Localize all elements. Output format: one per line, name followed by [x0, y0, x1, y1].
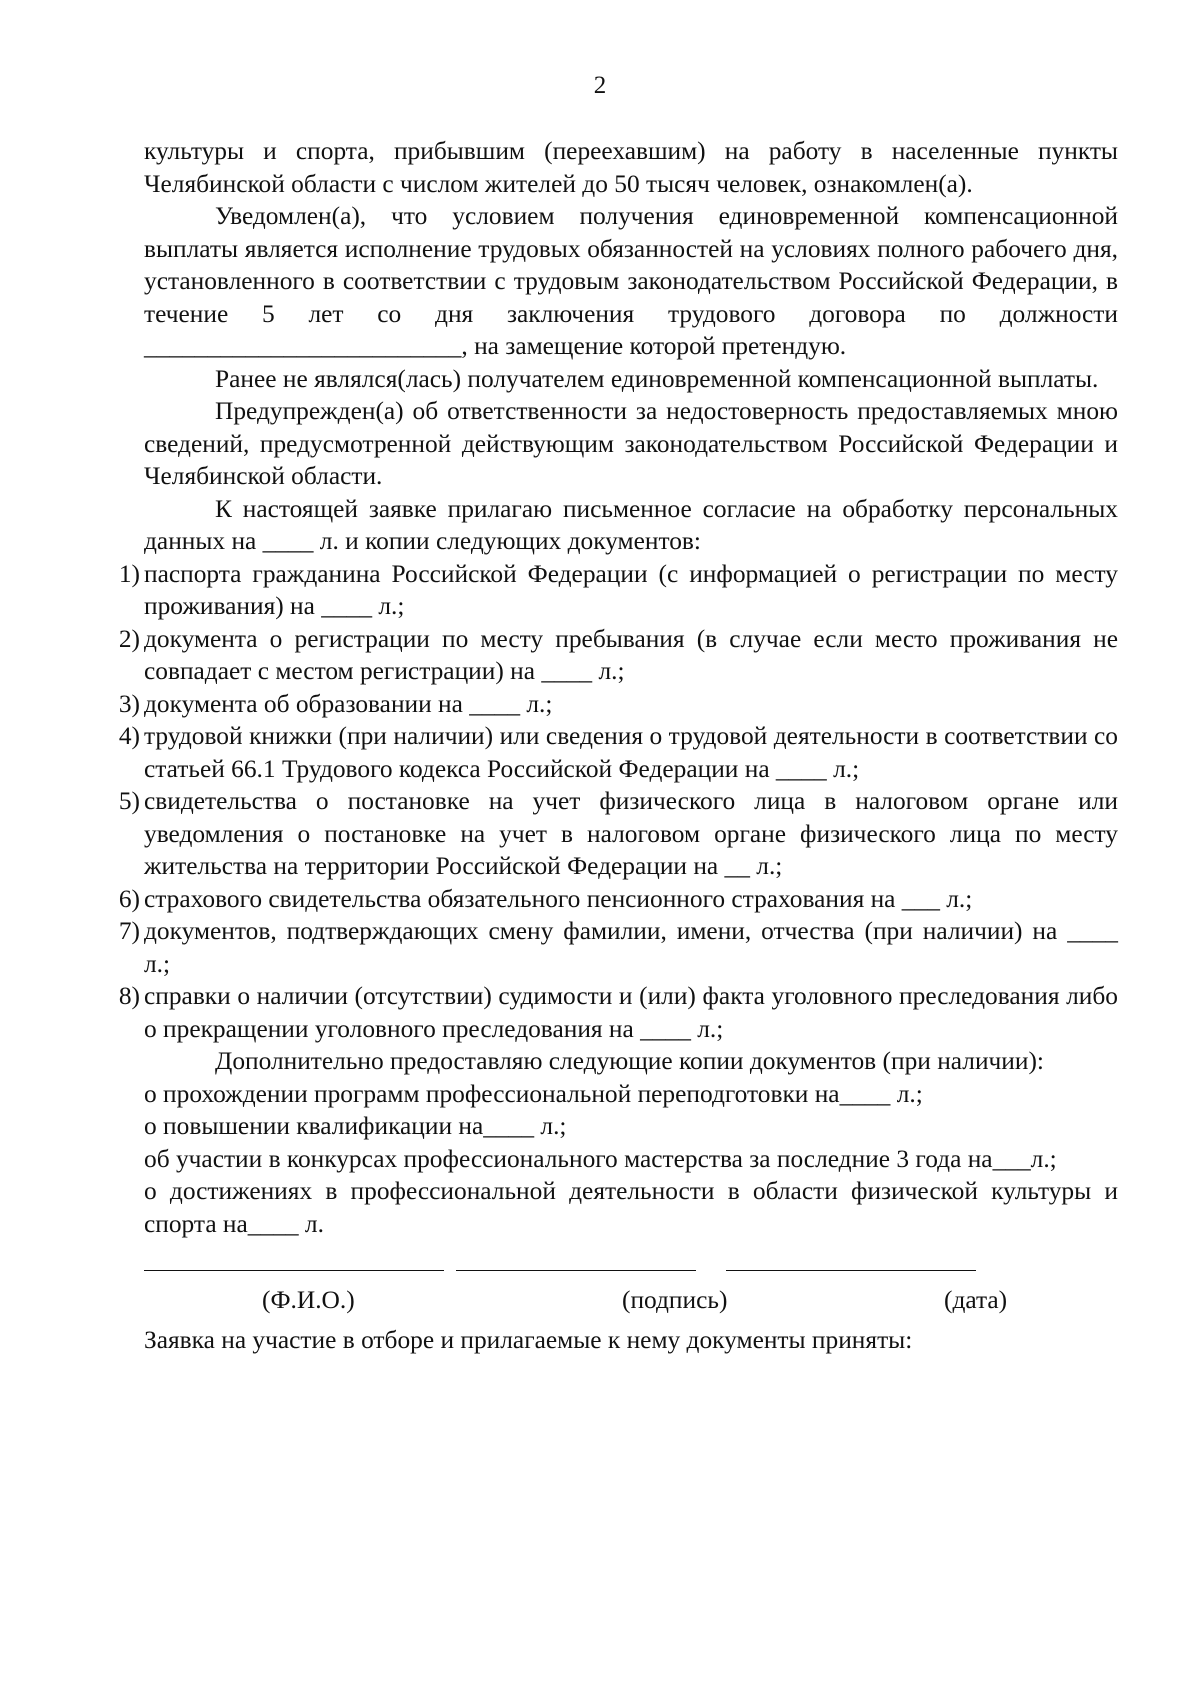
- fio-line[interactable]: [144, 1270, 444, 1271]
- paragraph-additional-intro: Дополнительно предоставляю следующие копии документов (при наличии):: [215, 1047, 1044, 1075]
- paragraph-warned: Предупрежден(а) об ответственности за недостоверность предоставляемых мною сведений, предусмотренной действующим законодательством Российской Федерации и Челябинской области.: [144, 397, 1118, 490]
- paragraph-notified: Уведомлен(а), что условием получения единовременной компенсационной выплаты является исполнение трудовых обязанностей на условиях полного рабочего дня, установленного в соответствии с трудовым законодательством Российской Федерации, в течение 5 лет со дня заключения трудового договора по должности _________________________, на замещение которой претендую.: [144, 202, 1118, 360]
- document-body: [118, 135, 1118, 1357]
- signature-lines: [144, 1240, 1118, 1276]
- list-item: 6) страхового свидетельства обязательного пенсионного страхования на ___ л.;: [118, 884, 973, 913]
- list-item: 3) документа об образовании на ____ л.;: [118, 689, 553, 718]
- list-item: 7) документов, подтверждающих смену фамилии, имени, отчества (при наличии) на ____ л.;: [118, 917, 1118, 978]
- signature-line[interactable]: [456, 1270, 696, 1271]
- signature-labels: [144, 1276, 1118, 1324]
- paragraph-not-recipient: Ранее не являлся(лась) получателем единовременной компенсационной выплаты.: [215, 364, 1099, 393]
- additional-item-qualification: о повышении квалификации на____ л.;: [144, 1112, 567, 1140]
- list-item: 4) трудовой книжки (при наличии) или сведения о трудовой деятельности в соответствии со статьей 66.1 Трудового кодекса Российской Федерации на ____ л.;: [118, 722, 1118, 783]
- additional-item-achievements: о достижениях в профессиональной деятельности в области физической культуры и спорта на____ л.: [144, 1177, 1118, 1238]
- list-item: 2) документа о регистрации по месту пребывания (в случае если место проживания не совпадает с местом регистрации) на ____ л.;: [118, 624, 1118, 685]
- additional-item-retraining: о прохождении программ профессиональной переподготовки на____ л.;: [144, 1079, 923, 1108]
- paragraph-attachments: К настоящей заявке прилагаю письменное согласие на обработку персональных данных на ____ л. и копии следующих документов:: [144, 494, 1118, 555]
- date-line[interactable]: [726, 1270, 976, 1271]
- paragraph-acknowledged: культуры и спорта, прибывшим (переехавшим) на работу в населенные пункты Челябинской области с числом жителей до 50 тысяч человек, ознакомлен(а).: [144, 137, 1118, 198]
- list-item: 1) паспорта гражданина Российской Федерации (с информацией о регистрации по месту проживания) на ____ л.;: [118, 559, 1118, 620]
- fio-label: (Ф.И.О.): [262, 1286, 355, 1314]
- list-item: 8) справки о наличии (отсутствии) судимости и (или) факта уголовного преследования либо о прекращении уголовного преследования на ____ л.;: [118, 982, 1118, 1043]
- accepted-statement: Заявка на участие в отборе и прилагаемые к нему документы приняты:: [144, 1326, 913, 1354]
- signature-label: (подпись): [622, 1286, 728, 1314]
- page-number: 2: [593, 72, 607, 99]
- additional-item-contests: об участии в конкурсах профессионального мастерства за последние 3 года на___л.;: [144, 1144, 1057, 1173]
- date-label: (дата): [944, 1286, 1008, 1314]
- list-item: 5) свидетельства о постановке на учет физического лица в налоговом органе или уведомления о постановке на учет в налоговом органе физического лица по месту жительства на территории Российской Федерации на __ л.;: [118, 787, 1118, 880]
- documents-list: [118, 558, 1118, 1046]
